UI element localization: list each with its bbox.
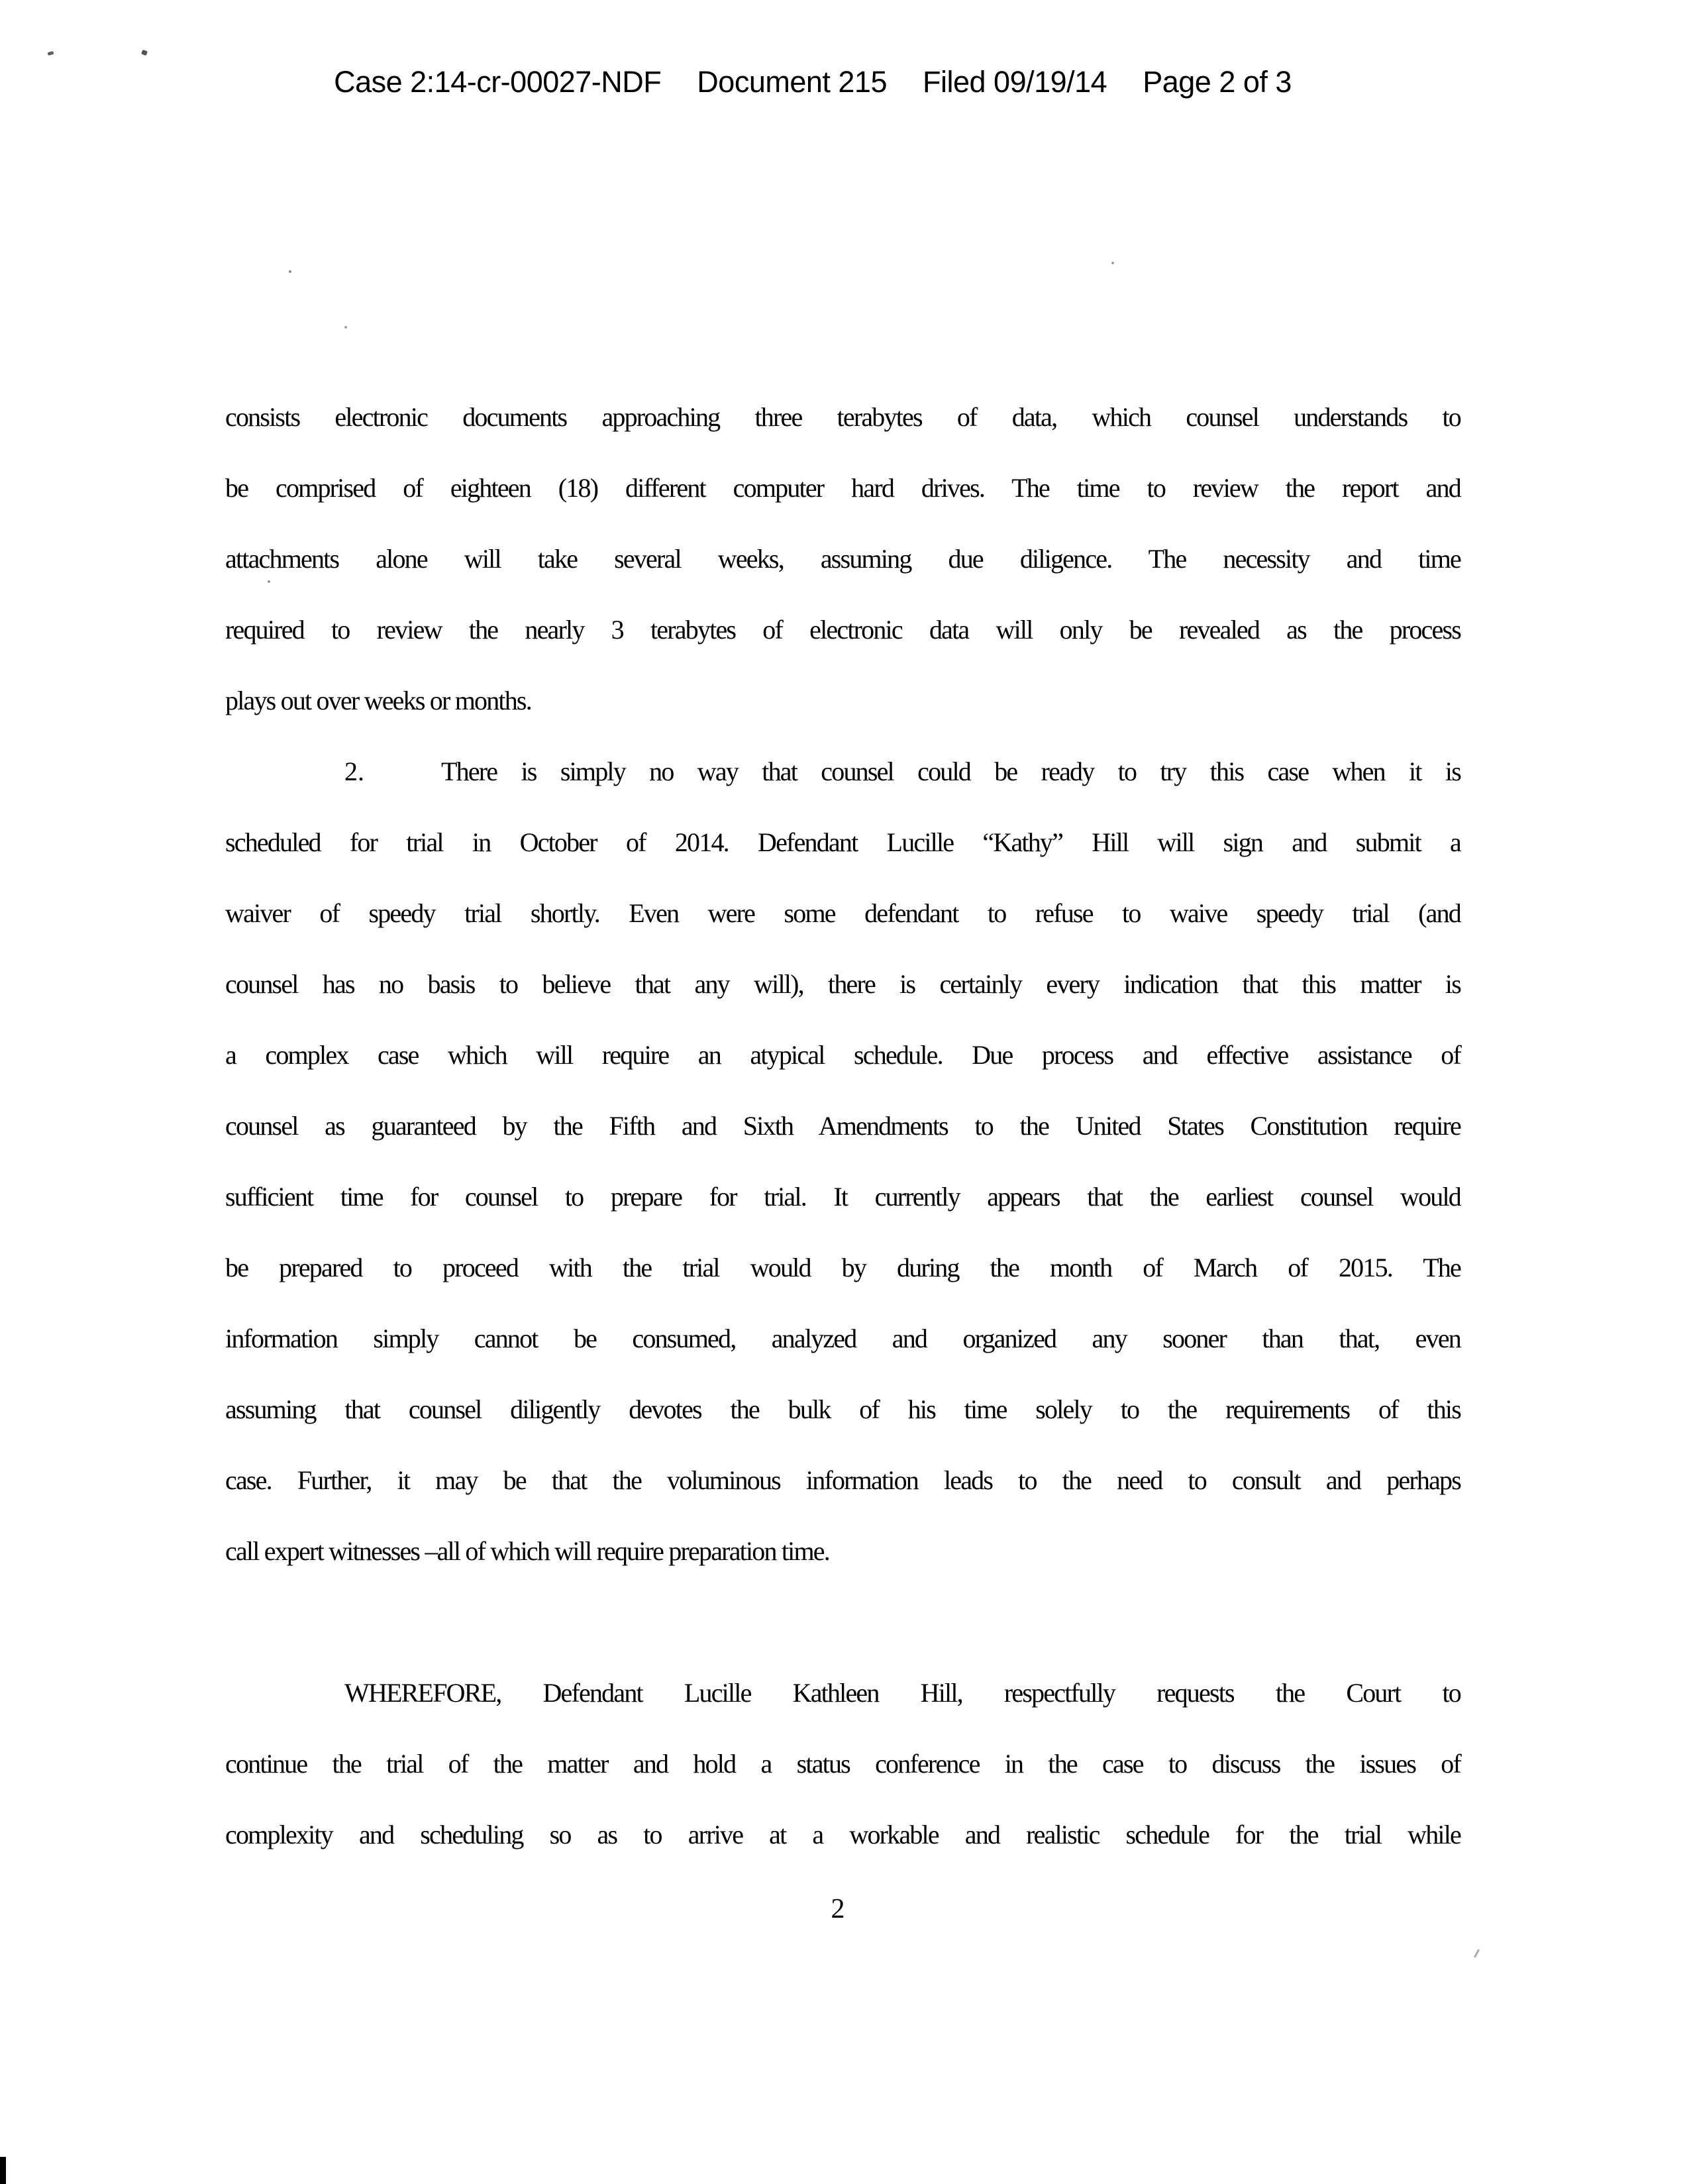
scan-speck (344, 326, 347, 329)
scan-artifact-corner-bar (0, 2157, 6, 2184)
scan-speck (289, 270, 291, 273)
body-line: counsel has no basis to believe that any will), there is certainly every indication that this matter is (225, 969, 1460, 999)
body-line: be prepared to proceed with the trial would by during the month of March of 2015. The (225, 1253, 1460, 1282)
case-header-stamp (174, 65, 1452, 99)
document-number: Document 215 (697, 65, 887, 99)
scan-speck (268, 580, 270, 583)
page-indicator: Page 2 of 3 (1143, 65, 1292, 99)
case-number: Case 2:14-cr-00027-NDF (334, 65, 662, 99)
body-line-numbered (225, 736, 1460, 807)
body-line: attachments alone will take several weeks, assuming due diligence. The necessity and time (225, 544, 1460, 574)
blank-line (225, 1586, 1460, 1657)
scan-speck (1111, 262, 1114, 264)
body-line: a complex case which will require an atypical schedule. Due process and effective assistance of (225, 1040, 1460, 1070)
body-line: assuming that counsel diligently devotes the bulk of his time solely to the requirements of this (225, 1394, 1460, 1424)
body-line: scheduled for trial in October of 2014. Defendant Lucille “Kathy” Hill will sign and submit a (225, 827, 1460, 857)
body-line: waiver of speedy trial shortly. Even were some defendant to refuse to waive speedy trial (and (225, 898, 1460, 928)
body-line: WHEREFORE, Defendant Lucille Kathleen Hill, respectfully requests the Court to (344, 1678, 1460, 1708)
scan-speck (48, 51, 54, 56)
scan-speck (141, 50, 148, 56)
page-number: 2 (831, 1894, 845, 1924)
filed-date: Filed 09/19/14 (923, 65, 1107, 99)
body-line: counsel as guaranteed by the Fifth and Sixth Amendments to the United States Constitution require (225, 1111, 1460, 1141)
body-line: call expert witnesses –all of which will require preparation time. (225, 1536, 829, 1566)
paragraph-number: 2. (344, 756, 364, 786)
body-line: plays out over weeks or months. (225, 686, 531, 715)
body-line: be comprised of eighteen (18) different computer hard drives. The time to review the report and (225, 473, 1460, 503)
body-line: required to review the nearly 3 terabytes of electronic data will only be revealed as the process (225, 615, 1460, 645)
scan-speck (1474, 1949, 1480, 1958)
body-line: consists electronic documents approaching three terabytes of data, which counsel understands to (225, 402, 1460, 432)
document-body (225, 382, 1460, 1870)
body-line: case. Further, it may be that the voluminous information leads to the need to consult and perhaps (225, 1465, 1460, 1495)
body-line: complexity and scheduling so as to arrive at a workable and realistic schedule for the trial while (225, 1820, 1460, 1849)
paragraph-text: There is simply no way that counsel could be ready to try this case when it is (441, 756, 1460, 786)
body-line: continue the trial of the matter and hold a status conference in the case to discuss the issues of (225, 1749, 1460, 1779)
body-line: information simply cannot be consumed, analyzed and organized any sooner than that, even (225, 1324, 1460, 1353)
body-line: sufficient time for counsel to prepare for trial. It currently appears that the earliest counsel would (225, 1182, 1460, 1212)
